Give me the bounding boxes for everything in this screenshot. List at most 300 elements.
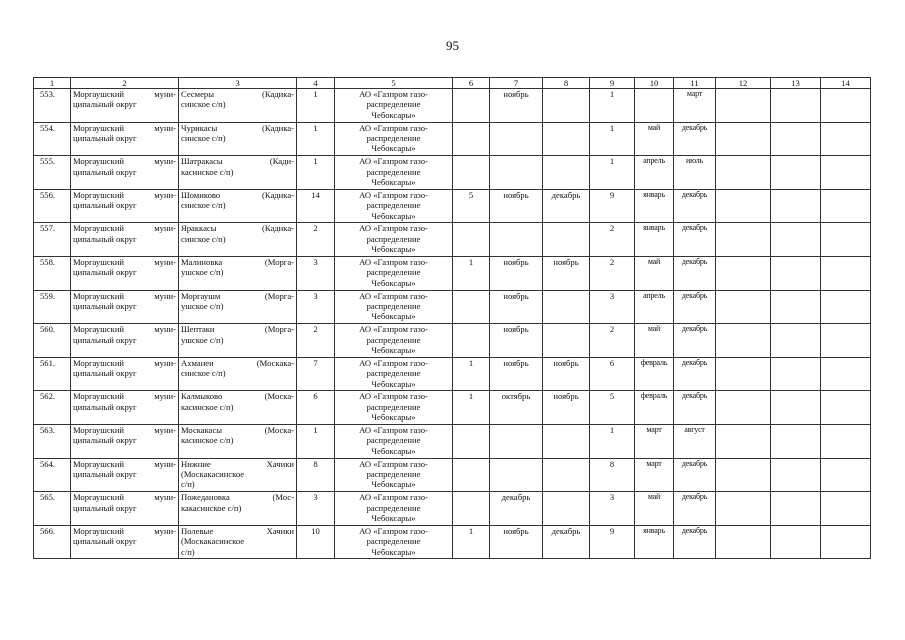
col6-cell: 1 xyxy=(453,256,490,290)
row-number-cell: 560. xyxy=(34,324,71,358)
district-line: Моргаушский муни- xyxy=(73,324,176,335)
organization-cell xyxy=(335,391,453,425)
col14-cell xyxy=(821,391,871,425)
col11-cell: декабрь xyxy=(674,391,716,425)
locality-cell xyxy=(179,357,297,391)
col9-cell: 1 xyxy=(590,424,635,458)
col14-cell xyxy=(821,122,871,156)
organization-line: распределение xyxy=(366,401,421,412)
table-row xyxy=(34,324,871,358)
col7-cell: декабрь xyxy=(490,492,543,526)
col13-cell xyxy=(771,189,821,223)
count-cell: 10 xyxy=(297,525,335,559)
column-header: 10 xyxy=(635,78,674,89)
locality-line: касинское с/п) xyxy=(181,166,234,177)
organization-cell xyxy=(335,223,453,257)
col9-cell: 2 xyxy=(590,223,635,257)
col12-cell xyxy=(716,223,771,257)
col8-cell: ноябрь xyxy=(543,357,590,391)
locality-line: (Москакасинское xyxy=(181,536,245,547)
organization-cell xyxy=(335,189,453,223)
col12-cell xyxy=(716,525,771,559)
district-line: ципальный округ xyxy=(73,99,137,110)
col9-cell: 9 xyxy=(590,189,635,223)
col6-cell: 1 xyxy=(453,391,490,425)
district-line: ципальный округ xyxy=(73,267,137,278)
col13-cell xyxy=(771,391,821,425)
col7-cell: ноябрь xyxy=(490,189,543,223)
table-row xyxy=(34,424,871,458)
col8-cell xyxy=(543,122,590,156)
col12-cell xyxy=(716,492,771,526)
col10-cell: апрель xyxy=(635,290,674,324)
col9-cell: 6 xyxy=(590,357,635,391)
district-line: Моргаушский муни- xyxy=(73,189,176,200)
col7-cell xyxy=(490,223,543,257)
organization-cell xyxy=(335,324,453,358)
table-row xyxy=(34,357,871,391)
locality-cell xyxy=(179,391,297,425)
district-line: ципальный округ xyxy=(73,300,137,311)
col8-cell xyxy=(543,424,590,458)
col14-cell xyxy=(821,324,871,358)
locality-cell xyxy=(179,458,297,492)
organization-line: АО «Газпром газо- xyxy=(359,324,428,335)
district-line: Моргаушский муни- xyxy=(73,424,176,435)
col6-cell xyxy=(453,492,490,526)
district-cell xyxy=(71,525,179,559)
col14-cell xyxy=(821,256,871,290)
locality-line: синское с/п) xyxy=(181,200,226,211)
organization-line: Чебоксары» xyxy=(371,546,416,557)
locality-line: Шомиково (Кадика- xyxy=(181,189,294,200)
table-row xyxy=(34,391,871,425)
col7-cell xyxy=(490,424,543,458)
col8-cell xyxy=(543,156,590,190)
locality-cell xyxy=(179,290,297,324)
col9-cell: 2 xyxy=(590,256,635,290)
col12-cell xyxy=(716,189,771,223)
count-cell: 2 xyxy=(297,324,335,358)
col11-cell: декабрь xyxy=(674,458,716,492)
organization-line: Чебоксары» xyxy=(371,412,416,423)
col6-cell xyxy=(453,458,490,492)
col10-cell: апрель xyxy=(635,156,674,190)
col14-cell xyxy=(821,492,871,526)
row-number-cell: 556. xyxy=(34,189,71,223)
col14-cell xyxy=(821,290,871,324)
organization-line: Чебоксары» xyxy=(371,378,416,389)
organization-line: АО «Газпром газо- xyxy=(359,424,428,435)
district-line: Моргаушский муни- xyxy=(73,525,176,536)
table-row xyxy=(34,89,871,123)
organization-line: АО «Газпром газо- xyxy=(359,223,428,234)
locality-line: с/п) xyxy=(181,479,195,490)
col13-cell xyxy=(771,156,821,190)
count-cell: 2 xyxy=(297,223,335,257)
col8-cell xyxy=(543,458,590,492)
locality-line: Шатракасы (Кади- xyxy=(181,156,294,167)
table-row xyxy=(34,492,871,526)
col9-cell: 9 xyxy=(590,525,635,559)
locality-line: Полевые Хачики xyxy=(181,525,294,536)
column-number-row xyxy=(34,78,871,89)
organization-line: АО «Газпром газо- xyxy=(359,492,428,503)
locality-line: Малиновка (Морга- xyxy=(181,256,294,267)
organization-line: распределение xyxy=(366,536,421,547)
organization-line: АО «Газпром газо- xyxy=(359,122,428,133)
count-cell: 8 xyxy=(297,458,335,492)
organization-line: Чебоксары» xyxy=(371,143,416,154)
district-line: ципальный округ xyxy=(73,502,137,513)
locality-line: синское с/п) xyxy=(181,368,226,379)
organization-line: АО «Газпром газо- xyxy=(359,89,428,99)
col13-cell xyxy=(771,324,821,358)
col8-cell: декабрь xyxy=(543,525,590,559)
locality-line: касинское с/п) xyxy=(181,401,234,412)
organization-line: распределение xyxy=(366,468,421,479)
organization-cell xyxy=(335,156,453,190)
organization-line: распределение xyxy=(366,133,421,143)
col11-cell: декабрь xyxy=(674,122,716,156)
col12-cell xyxy=(716,89,771,123)
district-line: Моргаушский муни- xyxy=(73,156,176,167)
locality-line: с/п) xyxy=(181,546,195,557)
district-cell xyxy=(71,290,179,324)
locality-line: Яраккасы (Кадика- xyxy=(181,223,294,234)
district-line: Моргаушский муни- xyxy=(73,256,176,267)
locality-line: синское с/п) xyxy=(181,133,226,143)
column-header: 7 xyxy=(490,78,543,89)
column-header: 6 xyxy=(453,78,490,89)
organization-line: АО «Газпром газо- xyxy=(359,391,428,402)
col12-cell xyxy=(716,458,771,492)
col13-cell xyxy=(771,122,821,156)
col9-cell: 3 xyxy=(590,492,635,526)
col13-cell xyxy=(771,525,821,559)
col6-cell xyxy=(453,324,490,358)
locality-line: синское с/п) xyxy=(181,233,226,244)
col8-cell: ноябрь xyxy=(543,391,590,425)
table-row xyxy=(34,189,871,223)
organization-line: Чебоксары» xyxy=(371,210,416,221)
col14-cell xyxy=(821,223,871,257)
district-cell xyxy=(71,89,179,123)
district-line: ципальный округ xyxy=(73,334,137,345)
organization-line: распределение xyxy=(366,502,421,513)
organization-line: Чебоксары» xyxy=(371,277,416,288)
count-cell: 6 xyxy=(297,391,335,425)
organization-line: Чебоксары» xyxy=(371,445,416,456)
col6-cell xyxy=(453,122,490,156)
locality-line: Нижние Хачики xyxy=(181,458,294,469)
district-cell xyxy=(71,189,179,223)
column-header: 2 xyxy=(71,78,179,89)
locality-line: Калмыково (Моска- xyxy=(181,391,294,402)
col8-cell xyxy=(543,223,590,257)
col13-cell xyxy=(771,357,821,391)
col14-cell xyxy=(821,525,871,559)
count-cell: 1 xyxy=(297,89,335,123)
district-cell xyxy=(71,156,179,190)
locality-cell xyxy=(179,223,297,257)
col7-cell: ноябрь xyxy=(490,525,543,559)
district-line: Моргаушский муни- xyxy=(73,290,176,301)
locality-line: Ахманеи (Москака- xyxy=(181,357,294,368)
locality-cell xyxy=(179,89,297,123)
district-cell xyxy=(71,492,179,526)
locality-line: Москакасы (Моска- xyxy=(181,424,294,435)
table-row xyxy=(34,290,871,324)
row-number-cell: 557. xyxy=(34,223,71,257)
col10-cell: март xyxy=(635,424,674,458)
district-line: ципальный округ xyxy=(73,233,137,244)
col13-cell xyxy=(771,256,821,290)
count-cell: 7 xyxy=(297,357,335,391)
organization-line: АО «Газпром газо- xyxy=(359,189,428,200)
locality-line: касинское с/п) xyxy=(181,435,234,446)
district-line: ципальный округ xyxy=(73,468,137,479)
organization-line: распределение xyxy=(366,200,421,211)
column-header: 14 xyxy=(821,78,871,89)
district-line: ципальный округ xyxy=(73,133,137,143)
column-header: 11 xyxy=(674,78,716,89)
col8-cell xyxy=(543,492,590,526)
col8-cell: ноябрь xyxy=(543,256,590,290)
col8-cell xyxy=(543,290,590,324)
count-cell: 3 xyxy=(297,290,335,324)
locality-cell xyxy=(179,324,297,358)
col11-cell: декабрь xyxy=(674,256,716,290)
district-line: ципальный округ xyxy=(73,435,137,446)
organization-line: Чебоксары» xyxy=(371,344,416,355)
col11-cell: декабрь xyxy=(674,357,716,391)
district-cell xyxy=(71,357,179,391)
col9-cell: 2 xyxy=(590,324,635,358)
col11-cell: декабрь xyxy=(674,223,716,257)
organization-line: распределение xyxy=(366,334,421,345)
page-number: 95 xyxy=(446,38,459,53)
organization-line: АО «Газпром газо- xyxy=(359,525,428,536)
locality-line: какасинское с/п) xyxy=(181,502,242,513)
organization-line: АО «Газпром газо- xyxy=(359,458,428,469)
organization-line: распределение xyxy=(366,300,421,311)
col13-cell xyxy=(771,492,821,526)
col8-cell: декабрь xyxy=(543,189,590,223)
district-line: ципальный округ xyxy=(73,536,137,547)
table-row xyxy=(34,223,871,257)
organization-line: Чебоксары» xyxy=(371,479,416,490)
row-number-cell: 555. xyxy=(34,156,71,190)
col11-cell: март xyxy=(674,89,716,123)
locality-cell xyxy=(179,525,297,559)
col9-cell: 5 xyxy=(590,391,635,425)
organization-cell xyxy=(335,525,453,559)
district-line: ципальный округ xyxy=(73,401,137,412)
district-cell xyxy=(71,324,179,358)
col10-cell: январь xyxy=(635,525,674,559)
organization-cell xyxy=(335,290,453,324)
district-cell xyxy=(71,391,179,425)
col12-cell xyxy=(716,256,771,290)
table-row xyxy=(34,156,871,190)
col6-cell: 1 xyxy=(453,525,490,559)
count-cell: 1 xyxy=(297,156,335,190)
district-line: ципальный округ xyxy=(73,200,137,211)
count-cell: 1 xyxy=(297,122,335,156)
column-header: 1 xyxy=(34,78,71,89)
col7-cell xyxy=(490,458,543,492)
col13-cell xyxy=(771,223,821,257)
col9-cell: 3 xyxy=(590,290,635,324)
table-row xyxy=(34,256,871,290)
col7-cell: ноябрь xyxy=(490,290,543,324)
organization-line: АО «Газпром газо- xyxy=(359,290,428,301)
col6-cell xyxy=(453,424,490,458)
count-cell: 3 xyxy=(297,256,335,290)
organization-cell xyxy=(335,492,453,526)
col6-cell xyxy=(453,89,490,123)
district-cell xyxy=(71,122,179,156)
col6-cell: 5 xyxy=(453,189,490,223)
col10-cell xyxy=(635,89,674,123)
col6-cell xyxy=(453,290,490,324)
district-cell xyxy=(71,458,179,492)
district-line: Моргаушский муни- xyxy=(73,89,176,99)
col14-cell xyxy=(821,424,871,458)
district-line: Моргаушский муни- xyxy=(73,391,176,402)
organization-cell xyxy=(335,122,453,156)
col10-cell: май xyxy=(635,324,674,358)
col7-cell xyxy=(490,122,543,156)
organization-line: Чебоксары» xyxy=(371,244,416,255)
locality-line: Моргаушм (Морга- xyxy=(181,290,294,301)
data-table xyxy=(33,77,871,559)
row-number-cell: 553. xyxy=(34,89,71,123)
locality-line: Чурикасы (Кадика- xyxy=(181,122,294,133)
col14-cell xyxy=(821,156,871,190)
col14-cell xyxy=(821,458,871,492)
col12-cell xyxy=(716,324,771,358)
col8-cell xyxy=(543,324,590,358)
locality-line: (Москакасинское xyxy=(181,468,245,479)
col12-cell xyxy=(716,357,771,391)
district-cell xyxy=(71,256,179,290)
col13-cell xyxy=(771,290,821,324)
column-header: 5 xyxy=(335,78,453,89)
district-line: Моргаушский муни- xyxy=(73,357,176,368)
locality-cell xyxy=(179,424,297,458)
col9-cell: 1 xyxy=(590,89,635,123)
district-line: ципальный округ xyxy=(73,166,137,177)
row-number-cell: 564. xyxy=(34,458,71,492)
col13-cell xyxy=(771,89,821,123)
row-number-cell: 566. xyxy=(34,525,71,559)
col6-cell xyxy=(453,223,490,257)
organization-line: Чебоксары» xyxy=(371,109,416,120)
locality-line: Сесмеры (Кадика- xyxy=(181,89,294,99)
column-header: 8 xyxy=(543,78,590,89)
col12-cell xyxy=(716,122,771,156)
col14-cell xyxy=(821,89,871,123)
col9-cell: 8 xyxy=(590,458,635,492)
col11-cell: июль xyxy=(674,156,716,190)
col12-cell xyxy=(716,290,771,324)
district-line: Моргаушский муни- xyxy=(73,122,176,133)
col12-cell xyxy=(716,391,771,425)
col14-cell xyxy=(821,189,871,223)
locality-line: синское с/п) xyxy=(181,99,226,110)
col10-cell: январь xyxy=(635,189,674,223)
organization-line: Чебоксары» xyxy=(371,177,416,187)
organization-line: АО «Газпром газо- xyxy=(359,357,428,368)
col9-cell: 1 xyxy=(590,122,635,156)
column-header: 12 xyxy=(716,78,771,89)
row-number-cell: 558. xyxy=(34,256,71,290)
organization-line: распределение xyxy=(366,368,421,379)
organization-cell xyxy=(335,357,453,391)
col7-cell: октябрь xyxy=(490,391,543,425)
count-cell: 3 xyxy=(297,492,335,526)
col11-cell: декабрь xyxy=(674,525,716,559)
district-line: Моргаушский муни- xyxy=(73,223,176,234)
col6-cell: 1 xyxy=(453,357,490,391)
col11-cell: декабрь xyxy=(674,324,716,358)
organization-line: распределение xyxy=(366,233,421,244)
col7-cell xyxy=(490,156,543,190)
organization-cell xyxy=(335,89,453,123)
row-number-cell: 559. xyxy=(34,290,71,324)
col8-cell xyxy=(543,89,590,123)
column-header: 13 xyxy=(771,78,821,89)
row-number-cell: 561. xyxy=(34,357,71,391)
district-cell xyxy=(71,223,179,257)
col7-cell: ноябрь xyxy=(490,256,543,290)
col13-cell xyxy=(771,458,821,492)
locality-line: ушское с/п) xyxy=(181,334,224,345)
organization-cell xyxy=(335,424,453,458)
district-cell xyxy=(71,424,179,458)
organization-line: распределение xyxy=(366,166,421,177)
organization-line: АО «Газпром газо- xyxy=(359,156,428,167)
column-header: 4 xyxy=(297,78,335,89)
col9-cell: 1 xyxy=(590,156,635,190)
col10-cell: январь xyxy=(635,223,674,257)
col10-cell: май xyxy=(635,122,674,156)
col10-cell: май xyxy=(635,256,674,290)
col12-cell xyxy=(716,424,771,458)
row-number-cell: 563. xyxy=(34,424,71,458)
organization-line: Чебоксары» xyxy=(371,512,416,523)
col10-cell: февраль xyxy=(635,391,674,425)
count-cell: 1 xyxy=(297,424,335,458)
table-row xyxy=(34,525,871,559)
organization-cell xyxy=(335,458,453,492)
col7-cell: ноябрь xyxy=(490,324,543,358)
col7-cell: ноябрь xyxy=(490,357,543,391)
organization-line: АО «Газпром газо- xyxy=(359,256,428,267)
locality-cell xyxy=(179,122,297,156)
locality-line: Шептаки (Морга- xyxy=(181,324,294,335)
locality-line: ушское с/п) xyxy=(181,267,224,278)
locality-cell xyxy=(179,492,297,526)
column-header: 3 xyxy=(179,78,297,89)
col7-cell: ноябрь xyxy=(490,89,543,123)
col13-cell xyxy=(771,424,821,458)
col10-cell: март xyxy=(635,458,674,492)
organization-line: распределение xyxy=(366,99,421,110)
row-number-cell: 565. xyxy=(34,492,71,526)
